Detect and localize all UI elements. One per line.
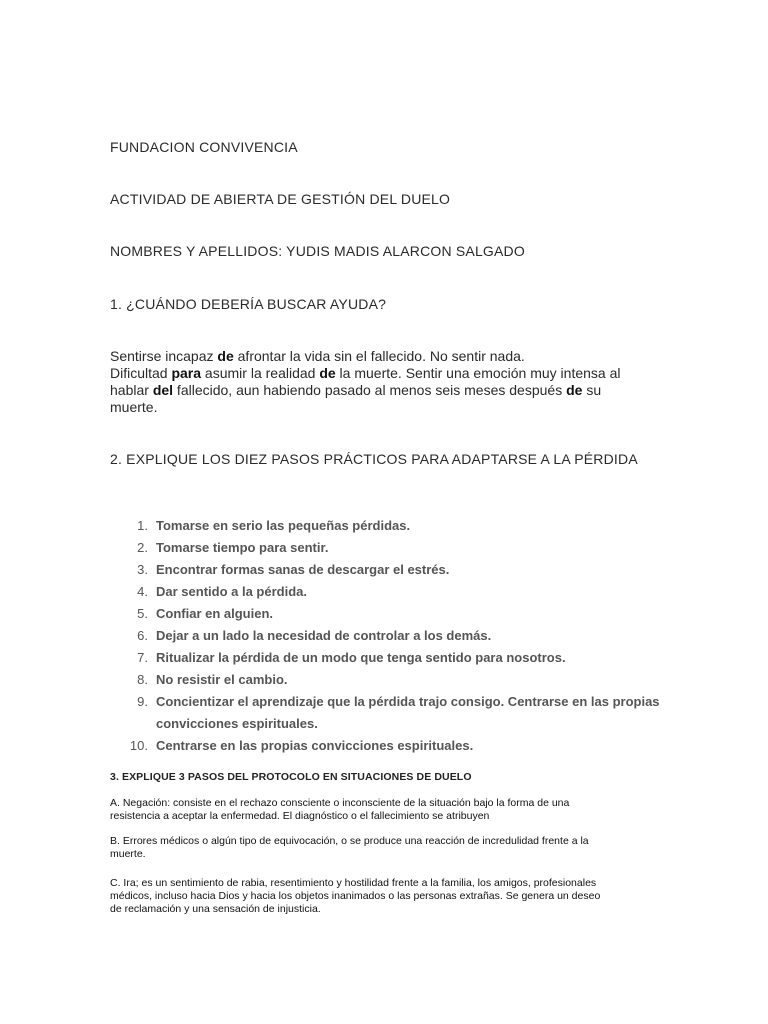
answer-3a: A. Negación: consiste en el rechazo consciente o inconsciente de la situación bajo la forma de una resistencia a aceptar la enfermedad. El diagnóstico o el fallecimiento se atribuyen (110, 797, 570, 822)
list-item: 9. Concientizar el aprendizaje que la pérdida trajo consigo. Centrarse en las propias convicciones espirituales. (137, 694, 660, 731)
list-item: 10. Centrarse en las propias convicciones espirituales. (129, 738, 474, 753)
answer-3b: B. Errores médicos o algún tipo de equivocación, o se produce una reacción de incredulidad frente a la muerte. (110, 835, 589, 860)
student-name: NOMBRES Y APELLIDOS: YUDIS MADIS ALARCON SALGADO (110, 243, 525, 259)
list-item: 5. Confiar en alguien. (137, 606, 274, 621)
list-item: 2. Tomarse tiempo para sentir. (137, 540, 329, 555)
question-2: 2. EXPLIQUE LOS DIEZ PASOS PRÁCTICOS PARA ADAPTARSE A LA PÉRDIDA (110, 451, 638, 467)
question-3: 3. EXPLIQUE 3 PASOS DEL PROTOCOLO EN SITUACIONES DE DUELO (110, 771, 472, 783)
list-item: 6. Dejar a un lado la necesidad de controlar a los demás. (137, 628, 492, 643)
organization-name: FUNDACION CONVIVENCIA (110, 139, 298, 155)
steps-list (110, 515, 670, 757)
answer-3c: C. Ira; es un sentimiento de rabia, resentimiento y hostilidad frente a la familia, los amigos, profesionales médicos, incluso hacia Dios y hacia los objetos inanimados o las personas extrañas. Se genera un deseo de reclamación y una sensación de injusticia. (110, 877, 601, 915)
list-item: 8. No resistir el cambio. (137, 672, 288, 687)
list-item: 4. Dar sentido a la pérdida. (137, 584, 307, 599)
question-1: 1. ¿CUÁNDO DEBERÍA BUSCAR AYUDA? (110, 296, 387, 312)
activity-title: ACTIVIDAD DE ABIERTA DE GESTIÓN DEL DUELO (110, 191, 451, 207)
list-item: 1. Tomarse en serio las pequeñas pérdidas. (137, 518, 411, 533)
answer-1: Sentirse incapaz de afrontar la vida sin el fallecido. No sentir nada. Dificultad para asumir la realidad de la muerte. Sentir una emoción muy intensa al hablar del fallecido, aun habiendo pasado al menos seis meses después de su muerte. (110, 348, 621, 415)
list-item: 7. Ritualizar la pérdida de un modo que tenga sentido para nosotros. (137, 650, 566, 665)
list-item: 3. Encontrar formas sanas de descargar el estrés. (137, 562, 450, 577)
